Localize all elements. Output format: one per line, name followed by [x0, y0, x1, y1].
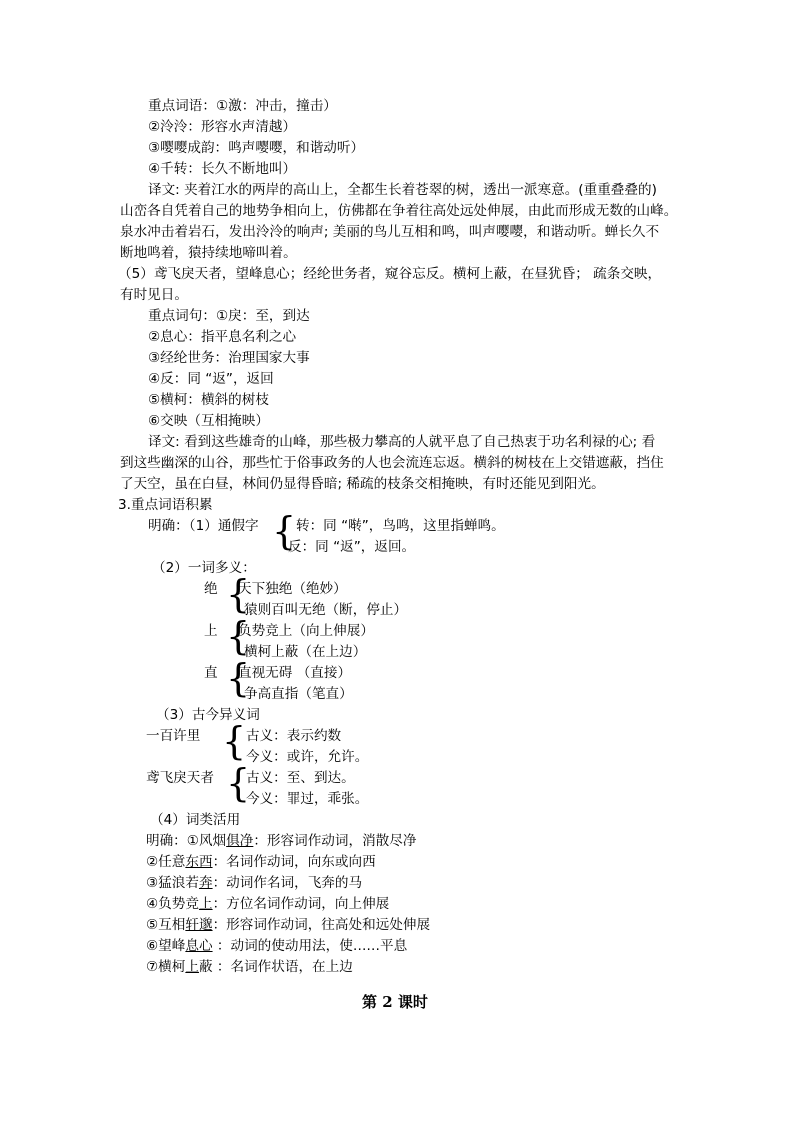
gujin-label: （3）古今异义词 [156, 707, 260, 723]
brace-mark: { [226, 572, 251, 616]
huoyong-item: ⑦横柯上蔽 ：名词作状语，在上边 [146, 959, 353, 975]
huoyong-label: （4）词类活用 [150, 812, 241, 828]
huoyong-item: ④负势竞上：方位名词作动词，向上伸展 [146, 896, 390, 912]
polysemy-item: 负势竞上（向上伸展） [238, 623, 374, 639]
polysemy-item: 横柯上蔽（在上边） [244, 644, 367, 660]
polysemy-label: （2）一词多义： [152, 560, 256, 576]
translation-line: 山峦各自凭着自己的地势争相向上，仿佛都在争着往高处远处伸展，由此而形成无数的山峰。 [120, 203, 678, 219]
key-phrase-line: ⑥交映（互相掩映） [148, 413, 269, 429]
key-phrase-line: ④反：同 “返”，返回 [148, 371, 274, 387]
tongjia-item: 反：同 “返”，返回。 [288, 539, 416, 555]
brace-mark: { [226, 656, 251, 700]
key-words-line: ③嘤嘤成韵：鸣声嘤嘤，和谐动听） [148, 140, 365, 156]
gujin-word: 一百许里 [146, 728, 201, 744]
translation-line: 译文: 夹着江水的两岸的高山上，全都生长着苍翠的树，透出一派寒意。(重重叠叠的) [148, 182, 657, 198]
passage-line: （5）鸢飞戾天者，望峰息心；经纶世务者，窥谷忘反。横柯上蔽，在昼犹昏； 疏条交映， [118, 266, 662, 282]
key-phrase-line: ⑤横柯：横斜的树枝 [148, 392, 269, 408]
translation-line: 泉水冲击着岩石，发出泠泠的响声; 美丽的鸟儿互相和鸣，叫声嘤嘤，和谐动听。蝉长久不 [120, 224, 660, 240]
polysemy-item: 争高直指（笔直） [244, 686, 353, 702]
key-phrase-line: ③经纶世务：治理国家大事 [148, 350, 310, 366]
gujin-item: 古义：至、到达。 [246, 770, 355, 786]
huoyong-item: ②任意东西：名词作动词，向东或向西 [146, 854, 376, 870]
gujin-word: 鸢飞戾天者 [146, 770, 214, 786]
tongjia-item: 转：同 “啭”，鸟鸣，这里指蝉鸣。 [296, 518, 505, 534]
gujin-item: 古义：表示约数 [246, 728, 342, 744]
polysemy-word: 直 [204, 665, 218, 681]
huoyong-item: ⑥望峰息心 ：动词的使动用法，使……平息 [146, 938, 408, 954]
tongjia-label: 明确：（1）通假字 [148, 518, 259, 534]
translation-line: 到这些幽深的山谷，那些忙于俗事政务的人也会流连忘返。横斜的树枝在上交错遮蔽，挡住 [120, 455, 664, 471]
translation-line: 断地鸣着，猿持续地啼叫着。 [120, 245, 297, 261]
brace-mark: { [272, 509, 297, 553]
section-heading: 3.重点词语积累 [118, 497, 213, 513]
huoyong-item: 明确：①风烟俱净：形容词作动词，消散尽净 [146, 833, 417, 849]
key-words-line: 重点词语：①激：冲击，撞击） [148, 98, 337, 114]
huoyong-item: ⑤互相轩邈：形容词作动词，往高处和远处伸展 [146, 917, 431, 933]
translation-line: 译文: 看到这些雄奇的山峰，那些极力攀高的人就平息了自己热衷于功名利禄的心; 看 [148, 434, 656, 450]
gujin-item: 今义：罪过，乖张。 [246, 791, 369, 807]
brace-mark: { [226, 614, 251, 658]
gujin-item: 今义：或许，允许。 [246, 749, 369, 765]
brace-mark: { [222, 719, 247, 763]
brace-mark: { [226, 761, 251, 805]
polysemy-word: 上 [204, 623, 218, 639]
key-phrase-line: 重点词句：①戾：至，到达 [148, 308, 310, 324]
polysemy-item: 直视无碍 （直接） [238, 665, 352, 681]
lesson-title: 第 2 课时 [362, 993, 428, 1011]
passage-line: 有时见日。 [120, 287, 188, 303]
key-phrase-line: ②息心：指平息名利之心 [148, 329, 297, 345]
huoyong-item: ③猛浪若奔：动词作名词，飞奔的马 [146, 875, 363, 891]
polysemy-item: 猿则百叫无绝（断，停止） [244, 602, 408, 618]
polysemy-item: 天下独绝（绝妙） [238, 581, 347, 597]
translation-line: 了天空，虽在白昼，林间仍显得昏暗; 稀疏的枝条交相掩映，有时还能见到阳光。 [120, 476, 605, 492]
key-words-line: ②泠泠：形容水声清越） [148, 119, 297, 135]
key-words-line: ④千转：长久不断地叫） [148, 161, 297, 177]
polysemy-word: 绝 [204, 581, 218, 597]
